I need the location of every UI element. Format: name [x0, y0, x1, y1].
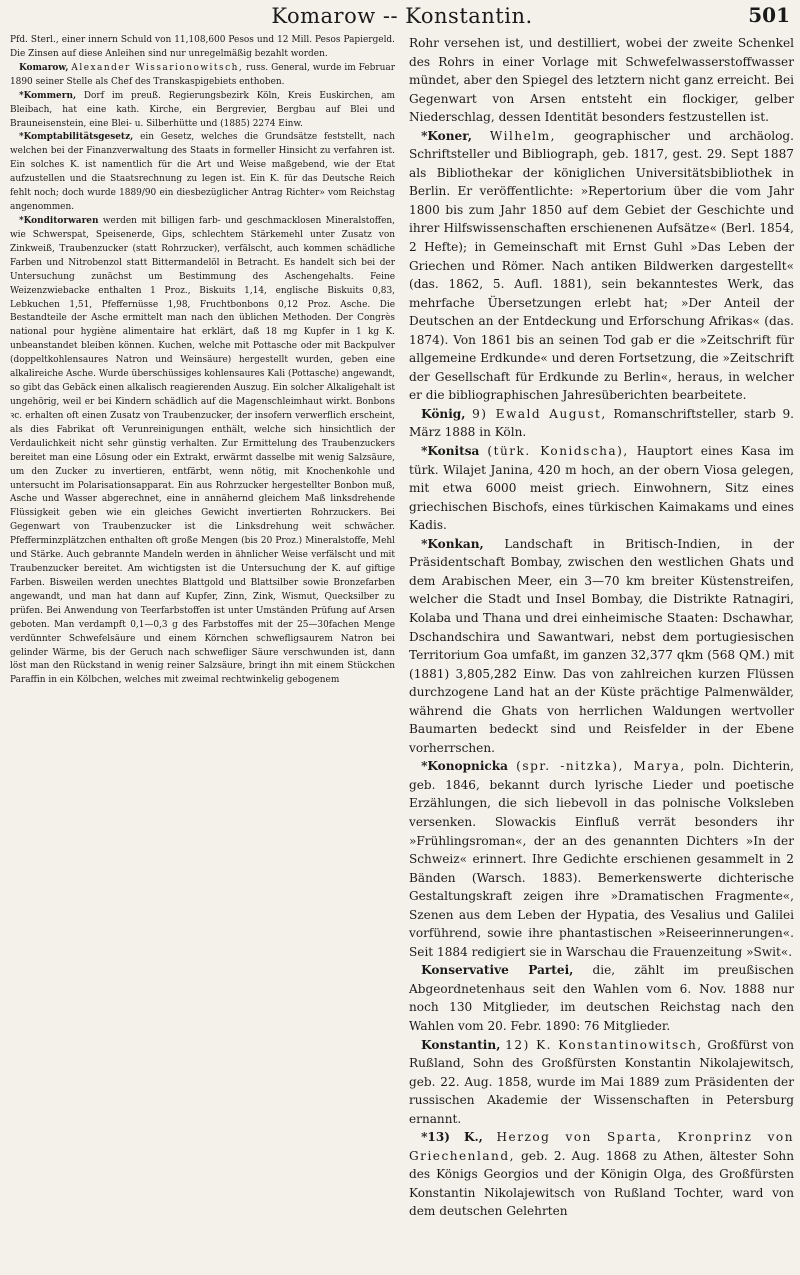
entry-keyword: *Konkan,: [421, 536, 484, 551]
entry-subject: Alexander Wissarionowitsch,: [71, 62, 244, 73]
dictionary-entry: [409, 442, 794, 535]
entry-keyword: Konservative Partei,: [421, 963, 574, 978]
dictionary-entry: [10, 131, 395, 215]
entry-subject: 12) K. Konstantinowitsch,: [505, 1037, 703, 1052]
entry-text: russ. General, wurde im Februar 1890 seiner Stelle als Chef des Transkaspigebiets enthoben.: [10, 62, 396, 87]
dictionary-entry: [409, 127, 794, 405]
entry-keyword: *Kommern,: [18, 90, 77, 101]
running-head: Komarow -- Konstantin.: [271, 4, 533, 28]
entry-subject: Wilhelm,: [489, 128, 556, 143]
continuation-text: Rohr versehen ist, und destilliert, wobei der zweite Schenkel des Rohrs in einer Vorlage mit Schwefelwasserstoffwasser mündet, aber den Spiegel des letztern nicht ganz erreicht. Bei Gegenwart von Arsen entsteht ein flockiger, gelber Niederschlag, dessen Identität besonders festzustellen ist.: [409, 36, 794, 125]
dictionary-entry: [409, 405, 794, 442]
entry-text: Hauptort eines Kasa im türk. Wilajet Janina, 420 m hoch, an der obern Viosa gelegen, mit etwa 6000 meist griech. Einwohnern, Sitz eines griechischen Bischofs, eines türkischen Kaimakams und eines Kadis.: [409, 444, 794, 533]
page-header: [10, 0, 794, 34]
entry-keyword: König,: [421, 406, 466, 421]
dictionary-entry: [10, 90, 395, 132]
entry-text: werden mit billigen farb- und geschmacklosen Mineralstoffen, wie Schwerspat, Speisenerde, Gips, schlechtem Stärkemehl unter Zusatz von Zinkweiß, Traubenzucker (statt Rohrzucker), verfälscht, auch kommen schädliche Farben und Nitrobenzol statt Bittermandelöl in Betracht. Es handelt sich bei der Untersuchung zunächst um Bestimmung des Aschengehalts. Feine Weizenzwiebacke enthalten 1 Proz., Biskuits 1,14, englische Biskuits 0,83, Lebkuchen 1,51, Pfeffernüsse 1,98, Fruchtbonbons 0,12 Proz. Asche. Die Bestandteile der Asche ermittelt man nach den üblichen Methoden. Der Congrès national pour hygiène alimentaire hat erklärt, daß 18 mg Kupfer in 1 kg K. unbeanstandet bleiben können. Kuchen, welche mit Pottasche oder mit Backpulver (doppeltkohlensaures Natron und Weinsäure) hergestellt wurden, geben eine alkalireiche Asche. Wurde überschüssiges kohlensaures Kali (Pottasche) angewandt, so gibt das Gebäck einen alkalisch reagierenden Auszug. Ein solcher Alkaligehalt ist ungehörig, weil er bei Kindern schädlich auf die Magenschleimhaut wirkt. Bonbons ꝛc. erhalten oft einen Zusatz von Traubenzucker, der insofern verwerflich erscheint, als dies Fabrikat oft Verunreinigungen enthält, welche sich hinsichtlich der Verdaulichkeit nicht sehr günstig verhalten. Zur Ermittelung des Traubenzuckers bereitet man eine Lösung oder ein Extrakt, erwärmt dasselbe mit wenig Salzsäure, um den Zucker zu invertieren, entfärbt, wenn nötig, mit Knochenkohle und untersucht im Polarisationsapparat. Ein aus Rohrzucker hergestellter Bonbon muß, Asche und Wasser abgerechnet, eine in annähernd gleichem Maß linksdrehende Flüssigkeit geben wie ein gleiches Gewicht invertierten Rohrzuckers. Bei Gegenwart von Traubenzucker ist die Linksdrehung weit schwächer. Pfefferminzplätzchen enthalten oft große Mengen (bis 20 Proz.) Mineralstoffe, Mehl und Stärke. Auch gebrannte Mandeln werden in ähnlicher Weise verfälscht und mit Traubenzucker bereitet. Am wichtigsten ist die Untersuchung der K. auf giftige Farben. Bisweilen werden unechtes Blattgold und Blattsilber sowie Bronzefarben angewandt, und man hat dann auf Kupfer, Zinn, Zink, Wismut, Quecksilber zu prüfen. Bei Anwendung von Teerfarbstoffen ist unter Umständen Prüfung auf Arsen geboten. Man verdampft 0,1—0,3 g des Farbstoffes mit der 25—30fachen Menge verdünnter Schwefelsäure und einem Körnchen schwefligsaurem Natron bei gelinder Wärme, bis der Geruch nach schwefliger Säure verschwunden ist, dann löst man den Rückstand in wenig reiner Salzsäure, bringt ihn mit einem Stückchen Paraffin in ein Kölbchen, welches mit zweimal rechtwinkelig gebogenem: [10, 215, 395, 686]
entry-keyword: *Komptabilitätsgesetz,: [18, 132, 134, 143]
entry-keyword: Konstantin,: [421, 1037, 501, 1052]
text-columns: [10, 34, 794, 1221]
dictionary-entry: [10, 215, 395, 688]
entry-text: Romanschriftsteller, starb 9. März 1888 in Köln.: [409, 406, 794, 440]
left-column: [10, 34, 395, 1221]
entry-subject: (spr. -nitzka), Marya,: [516, 759, 686, 774]
right-column: [409, 34, 794, 1221]
entry-text: ein Gesetz, welches die Grundsätze feststellt, nach welchen bei der Finanzverwaltung des Staats in formeller Hinsicht zu verfahren ist. Ein solches K. ist namentlich für die Art und Weise maßgebend, wie der Etat aufzustellen und die Staatsrechnung zu legen ist. Ein K. für das Deutsche Reich fehlt noch; doch wurde 1889/90 ein diesbezüglicher Antrag Richter» vom Reichstag angenommen.: [10, 132, 395, 213]
dictionary-entry: [409, 1128, 794, 1221]
entry-subject: Herzog von Sparta, Kronprinz von Griechenland,: [409, 1130, 794, 1163]
entry-keyword: *13) K.,: [421, 1130, 483, 1145]
entry-keyword: *Konopnicka: [421, 759, 509, 774]
dictionary-entry: [409, 961, 794, 1035]
entry-text: geographischer und archäolog. Schriftsteller und Bibliograph, geb. 1817, gest. 29. Sept 1887 als Bibliothekar der königlichen Universitätsbibliothek in Berlin. Er veröffentlichte: »Repertorium über die vom Jahr 1800 bis zum Jahr 1850 auf dem Gebiet der Geschichte und ihrer Hilfswissenschaften erschienenen Aufsätze« (Berl. 1854, 2 Hefte); in Gemeinschaft mit Ernst Guhl »Das Leben der Griechen und Römer. Nach antiken Bildwerken dargestellt« (das. 1862, 5. Aufl. 1881), sein bekanntestes Werk, das mehrfache Übersetzungen erlebt hat; »Der Anteil der Deutschen an der Entdeckung und Erforschung Afrikas« (das. 1874). Von 1861 bis an seinen Tod gab er die »Zeitschrift für allgemeine Erdkunde« und deren Fortsetzung, die »Zeitschrift der Gesellschaft für Erdkunde zu Berlin«, heraus, in welcher er die bibliographischen Jahresüberichten bearbeitete.: [409, 128, 794, 403]
entry-text: Landschaft in Britisch-Indien, in der Präsidentschaft Bombay, zwischen den westlichen Ghats und dem Arabischen Meer, ein 3—70 km breiter Küstenstreifen, welcher die Stadt und Insel Bombay, die Distrikte Ratnagiri, Kolaba und Thana und drei einheimische Staaten: Dschawhar, Dschandschira und Sawantwari, nebst dem portugiesischen Territorium Goa umfaßt, im ganzen 32,377 qkm (568 QM.) mit (1881) 3,805,282 Einw. Das von zahlreichen kurzen Flüssen durchzogene Land hat an der Küste prächtige Palmenwälder, während die Ghats von herrlichen Waldungen wertvoller Baumarten bedeckt sind und Reisfelder in der Ebene vorherrschen.: [409, 536, 794, 755]
entry-keyword: *Konditorwaren: [18, 215, 99, 226]
entry-subject: (türk. Konidscha),: [487, 444, 629, 459]
continuation-text: Pfd. Sterl., einer innern Schuld von 11,108,600 Pesos und 12 Mill. Pesos Papiergeld. Die Zinsen auf diese Anleihen sind nur unregelmäßig bezahlt worden.: [10, 35, 395, 59]
dictionary-entry: [409, 757, 794, 961]
entry-text: Dorf im preuß. Regierungsbezirk Köln, Kreis Euskirchen, am Bleibach, hat eine kath. Kirche, ein Bergrevier, Bergbau auf Blei und Brauneisenstein, eine Blei- u. Silberhütte und (1885) 2274 Einw.: [10, 90, 396, 129]
entry-subject: 9) Ewald August,: [472, 406, 607, 421]
page-number: 501: [748, 3, 790, 27]
entry-keyword: Komarow,: [18, 62, 69, 73]
dictionary-entry: [409, 535, 794, 758]
entry-text: geb. 2. Aug. 1868 zu Athen, ältester Sohn des Königs Georgios und der Königin Olga, des Großfürsten Konstantin Nikolajewitsch von Rußland Tochter, ward von dem deutschen Gelehrten: [409, 1148, 794, 1219]
dictionary-entry: [10, 62, 395, 90]
entry-keyword: *Koner,: [421, 128, 472, 143]
entry-text: die, zählt im preußischen Abgeordnetenhaus seit den Wahlen vom 6. Nov. 1888 nur noch 130 Mitglieder, im deutschen Reichstag nach den Wahlen vom 20. Febr. 1890: 76 Mitglieder.: [409, 963, 794, 1033]
entry-text: Großfürst von Rußland, Sohn des Großfürsten Konstantin Nikolajewitsch, geb. 22. Aug. 1858, wurde im Mai 1889 zum Präsidenten der russischen Akademie der Wissenschaften in Petersburg ernannt.: [409, 1037, 794, 1126]
entry-keyword: *Konitsa: [421, 444, 480, 459]
dictionary-entry: [409, 1036, 794, 1129]
entry-text: poln. Dichterin, geb. 1846, bekannt durch lyrische Lieder und poetische Erzählungen, die sich liebevoll in das polnische Volksleben versenken. Slowackis Einfluß verrät besonders ihr »Frühlingsroman«, der an des genannten Dichters »In der Schweiz« erinnert. Ihre Gedichte erschienen gesammelt in 2 Bänden (Warsch. 1883). Bemerkenswerte dichterische Gestaltungskraft zeigen ihre »Dramatischen Fragmente«, Szenen aus dem Leben der Hypatia, des Vesalius und Galilei vorführend, sowie ihre phantastischen »Reiseerinnerungen«. Seit 1884 redigiert sie in Warschau die Frauenzeitung »Swit«.: [409, 759, 794, 959]
